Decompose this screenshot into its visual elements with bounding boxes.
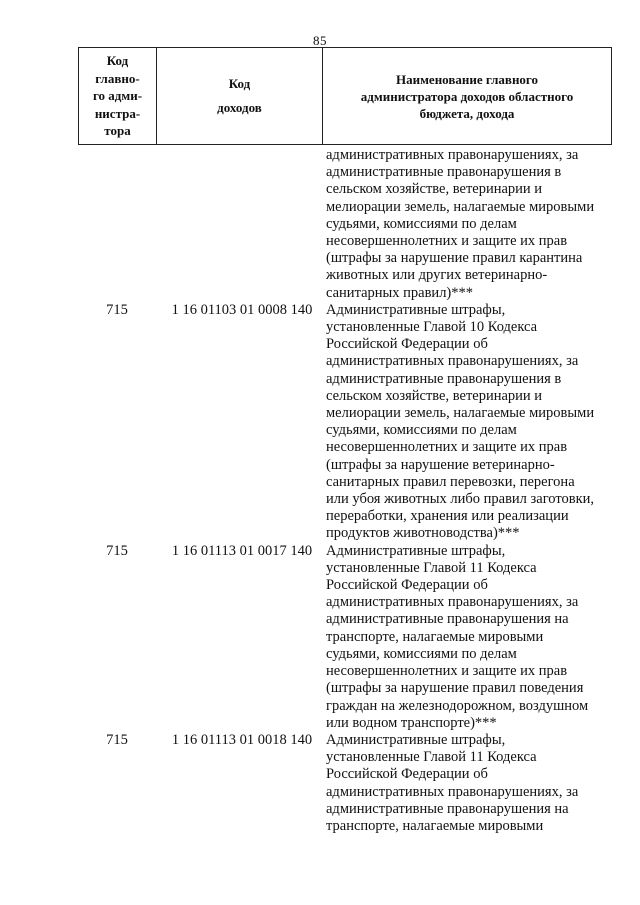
page-number: 85 <box>313 33 327 48</box>
income-name-cell: Административные штрафы, установленные Главой 11 Кодекса Российской Федерации об административных правонарушениях, за административные правонарушения на транспорте, налагаемые мировыми судьями, комиссиями по делам несовершеннолетних и защите их прав (штрафы за нарушение правил поведения граждан на железнодорожном, воздушном или водном транспорте)*** <box>326 542 589 731</box>
income-name-cell: Административные штрафы, установленные Главой 11 Кодекса Российской Федерации об административных правонарушениях, за административные правонарушения на транспорте, налагаемые мировыми <box>326 731 579 834</box>
table-row <box>78 302 612 543</box>
admin-code-cell: 715 <box>106 542 128 559</box>
income-code-cell: 1 16 01113 01 0017 140 <box>171 542 313 559</box>
income-code-cell <box>156 147 322 302</box>
admin-code-cell: 715 <box>106 301 128 318</box>
income-code-cell: 1 16 01103 01 0008 140 <box>171 301 313 318</box>
header-admin-code: Код главно- го адми- нистра- тора <box>79 48 157 144</box>
table-row <box>78 147 612 302</box>
income-name-cell: Административные штрафы, установленные Главой 10 Кодекса Российской Федерации об административных правонарушениях, за административные правонарушения в сельском хозяйстве, ветеринарии и мелиорации земель, налагаемые мировыми судьями, комиссиями по делам несовершеннолетних и защите их прав (штрафы за нарушение ветеринарно- санитарных правил перевозки, перегона или убоя животных либо правил заготовки, переработки, хранения или реализации продуктов животноводства)*** <box>326 301 595 542</box>
table-row <box>78 732 612 835</box>
table-row <box>78 543 612 732</box>
income-code-cell: 1 16 01113 01 0018 140 <box>171 731 313 748</box>
admin-code-cell <box>78 147 156 302</box>
admin-code-cell: 715 <box>106 731 128 748</box>
header-name: Наименование главного администратора доходов областного бюджета, дохода <box>360 71 574 121</box>
table-header <box>78 47 612 145</box>
header-income-code: Код доходов <box>157 48 323 144</box>
income-name-cell: административных правонарушениях, за административные правонарушения в сельском хозяйстве, ветеринарии и мелиорации земель, налагаемые мировыми судьями, комиссиями по делам несовершеннолетних и защите их прав (штрафы за нарушение правил карантина животных или других ветеринарно- санитарных правил)*** <box>326 147 595 301</box>
table-body <box>78 147 612 835</box>
